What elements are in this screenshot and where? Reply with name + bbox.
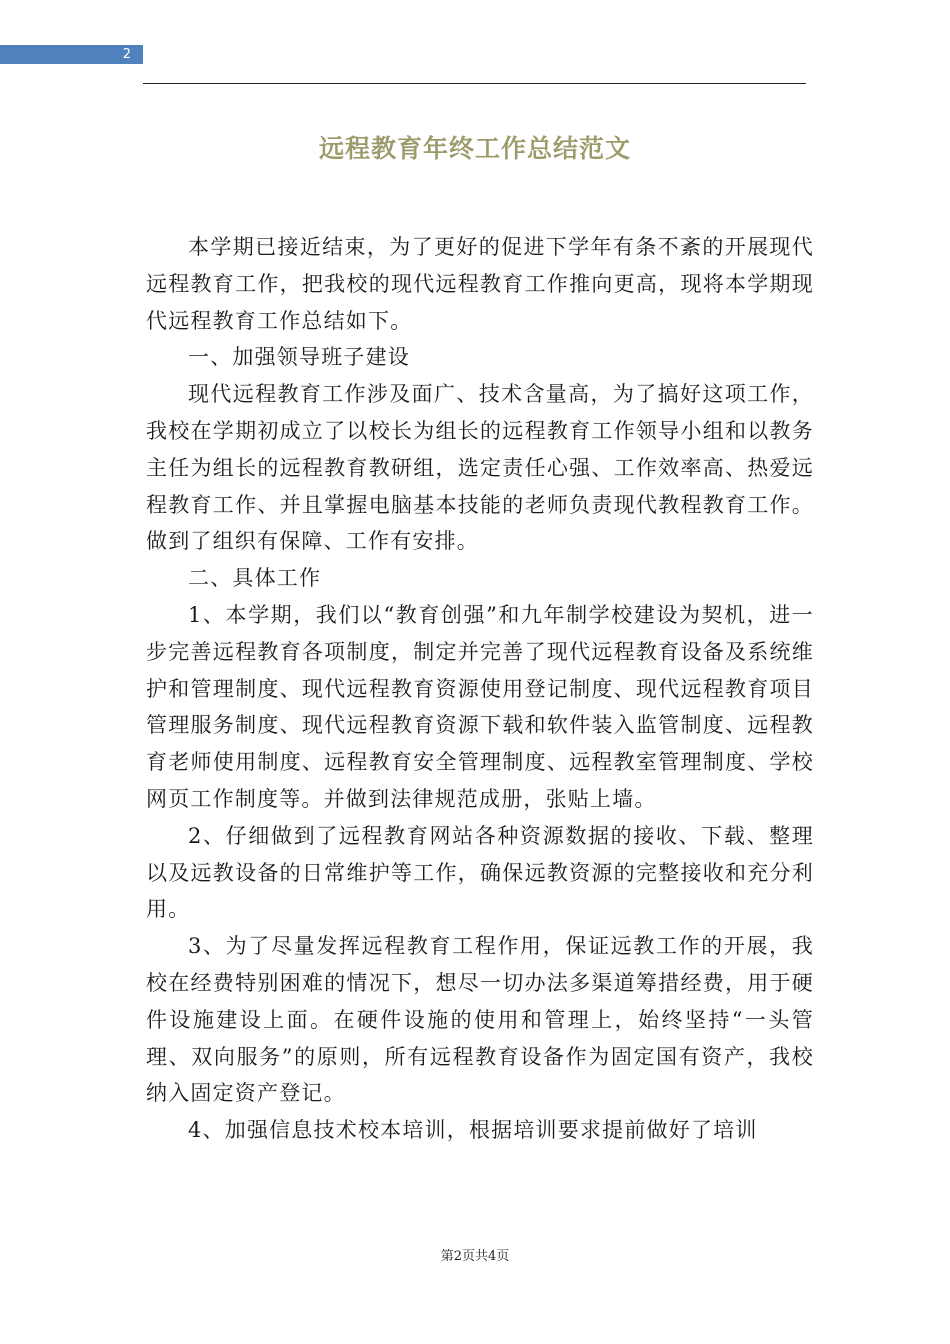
paragraph-leadership: 现代远程教育工作涉及面广、技术含量高，为了搞好这项工作，我校在学期初成立了以校长为组长的远程教育工作领导小组和以教务主任为组长的远程教育教研组，选定责任心强、工作效率高、热爱远程教育工作、并且掌握电脑基本技能的老师负责现代教程教育工作。做到了组织有保障、工作有安排。: [146, 382, 814, 554]
header-divider: [143, 83, 806, 84]
paragraph-item-4: 4、加强信息技术校本培训，根据培训要求提前做好了培训: [188, 1118, 758, 1143]
page-footer: 第2页共4页: [440, 1249, 510, 1264]
paragraph-item-1: 1、本学期，我们以“教育创强”和九年制学校建设为契机，进一步完善远程教育各项制度，制定并完善了现代远程教育设备及系统维护和管理制度、现代远程教育资源使用登记制度、现代远程教育项目管理服务制度、现代远程教育资源下载和软件装入监管制度、远程教育老师使用制度、远程教育安全管理制度、远程教室管理制度、学校网页工作制度等。并做到法律规范成册，张贴上墙。: [146, 602, 814, 811]
document-body: [146, 229, 814, 1149]
paragraph-item-3: 3、为了尽量发挥远程教育工程作用，保证远教工作的开展，我校在经费特别困难的情况下，想尽一切办法多渠道筹措经费，用于硬件设施建设上面。在硬件设施的使用和管理上，始终坚持“一头管理、双向服务”的原则，所有远程教育设备作为固定国有资产，我校纳入固定资产登记。: [146, 934, 814, 1106]
section-heading-2: 二、具体工作: [188, 566, 322, 591]
paragraph-item-2: 2、仔细做到了远程教育网站各种资源数据的接收、下载、整理以及远教设备的日常维护等工作，确保远教资源的完整接收和充分利用。: [146, 823, 814, 922]
paragraph-intro: 本学期已接近结束，为了更好的促进下学年有条不紊的开展现代远程教育工作，把我校的现代远程教育工作推向更高，现将本学期现代远程教育工作总结如下。: [146, 235, 814, 333]
document-title: 远程教育年终工作总结范文: [318, 134, 631, 163]
page-number-tab: 2: [0, 45, 143, 64]
section-heading-1: 一、加强领导班子建设: [188, 345, 410, 370]
